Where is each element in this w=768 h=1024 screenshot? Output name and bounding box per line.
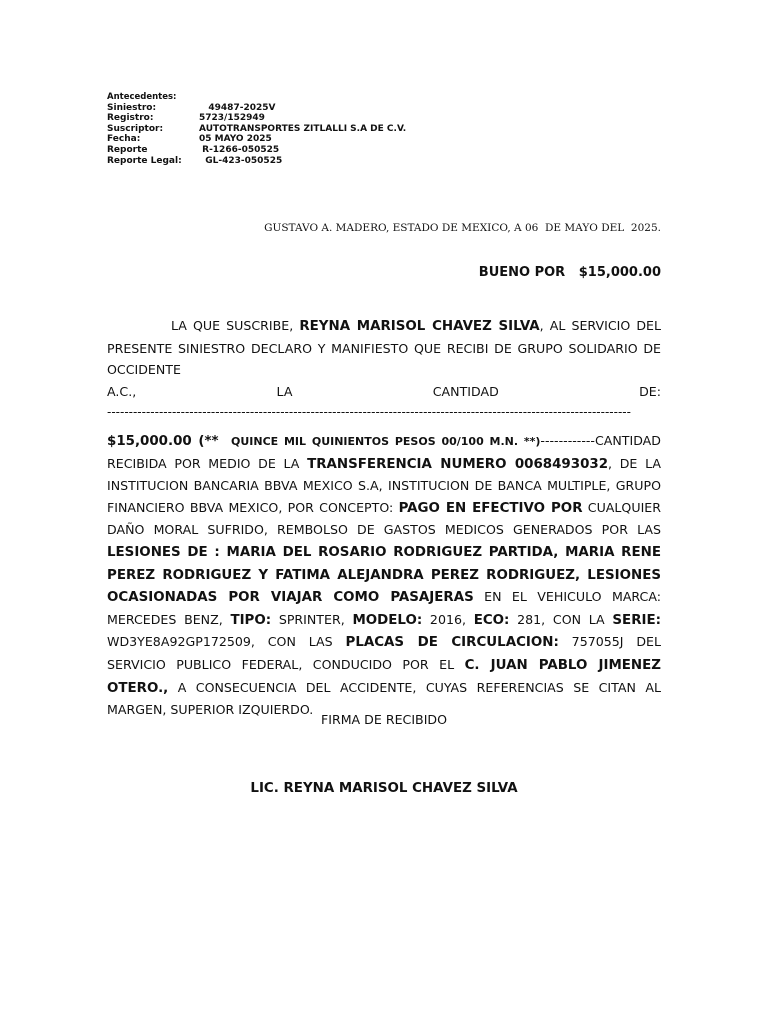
transfer-number: TRANSFERENCIA NUMERO 0068493032 [307,456,609,472]
registro-value: 5723/152949 [199,113,265,124]
body-intro: LA QUE SUSCRIBE, [171,318,300,333]
reporte-label: Reporte [107,144,148,155]
tipo-label: TIPO: [230,612,272,628]
serie-label: SERIE: [612,612,661,628]
signer-name-inline: REYNA MARISOL CHAVEZ SILVA [299,319,540,334]
payment-concept: PAGO EN EFECTIVO POR [398,500,583,516]
antecedentes-heading: Antecedentes: [107,92,177,102]
justified-line [107,381,661,403]
body-declaration: , AL SERVICIO DEL PRESENTE SINIESTRO DECLARO Y MANIFIESTO QUE RECIBI DE GRUPO SOLIDARIO DE OCCIDENTE [107,318,661,378]
modelo-label: MODELO: [352,612,423,628]
fecha-value: 05 MAYO 2025 [199,134,272,145]
word-ac: A.C., [107,383,137,399]
eco-value: 281, CON LA [509,611,613,627]
placas-label: PLACAS DE CIRCULACION: [345,635,559,651]
antecedentes-row-reporte-legal [107,156,406,167]
signature-label: FIRMA DE RECIBIDO [320,712,448,727]
antecedentes-row-siniestro [107,103,406,114]
fecha-label: Fecha: [107,134,141,145]
eco-label: ECO: [473,612,510,628]
body-text-3: CUALQUIER DAÑO MORAL SUFRIDO, REMBOLSO DE GASTOS MEDICOS GENERADOS POR LAS [107,499,661,538]
driver-name: C. JUAN PABLO JIMENEZ OTERO., [107,657,661,696]
suscriptor-label: Suscriptor: [107,123,164,134]
antecedentes-row-reporte [107,145,406,156]
placas-value: 757055J DEL SERVICIO PUBLICO FEDERAL, CONDUCIDO POR EL [107,634,662,672]
word-de: DE: [639,383,661,399]
amount-dashes: ------------ [540,432,595,448]
registro-label: Registro: [107,113,154,124]
word-la: LA [276,383,293,399]
body-text-2: , DE LA INSTITUCION BANCARIA BBVA MEXICO S.A, INSTITUCION DE BANCA MULTIPLE, GRUPO FINANCIERO BBVA MEXICO, POR CONCEPTO: [107,455,661,515]
serie-value: WD3YE8A92GP172509, CON LAS [107,634,346,650]
signature-name: LIC. REYNA MARISOL CHAVEZ SILVA [250,781,518,796]
siniestro-value: 49487-2025V [199,102,276,113]
bueno-por-amount: BUENO POR $15,000.00 [478,265,661,280]
body-text-5: A CONSECUENCIA DEL ACCIDENTE, CUYAS REFERENCIAS SE CITAN AL MARGEN, SUPERIOR IZQUIERDO. [107,679,661,718]
amount-paragraph [107,430,661,721]
siniestro-label: Siniestro: [107,102,157,113]
injured-persons: LESIONES DE : MARIA DEL ROSARIO RODRIGUEZ PARTIDA, MARIA RENE PEREZ RODRIGUEZ Y FATIMA ALEJANDRA PEREZ RODRIGUEZ, LESIONES OCASIONADAS POR VIAJAR COMO PASAJERAS [107,544,661,606]
antecedentes-row-registro [107,113,406,124]
antecedentes-row-fecha [107,134,406,145]
antecedentes-block [107,92,406,166]
amount-figure: $15,000.00 (** [107,433,226,449]
body-text-4: EN EL VEHICULO MARCA: MERCEDES BENZ, [107,589,661,627]
amount-in-words: QUINCE MIL QUINIENTOS PESOS 00/100 M.N. **) [225,434,541,448]
reporte-legal-value: GL-423-050525 [199,155,283,166]
reporte-legal-label: Reporte Legal: [107,155,182,166]
modelo-value: 2016, [422,611,474,627]
tipo-value: SPRINTER, [271,611,353,627]
declaration-paragraph [107,315,661,381]
suscriptor-value: AUTOTRANSPORTES ZITLALLI S.A DE C.V. [199,123,407,134]
word-cantidad: CANTIDAD [432,383,499,399]
antecedentes-row-suscriptor [107,124,406,135]
place-date-line: GUSTAVO A. MADERO, ESTADO DE MEXICO, A 06 DE MAYO DEL 2025. [264,222,661,234]
body-text-1: CANTIDAD RECIBIDA POR MEDIO DE LA [107,432,661,471]
receipt-body [107,315,661,721]
reporte-value: R-1266-050525 [199,144,280,155]
dash-line: ------------------------------------------------------------------------------------------------------------------------- [107,405,631,420]
